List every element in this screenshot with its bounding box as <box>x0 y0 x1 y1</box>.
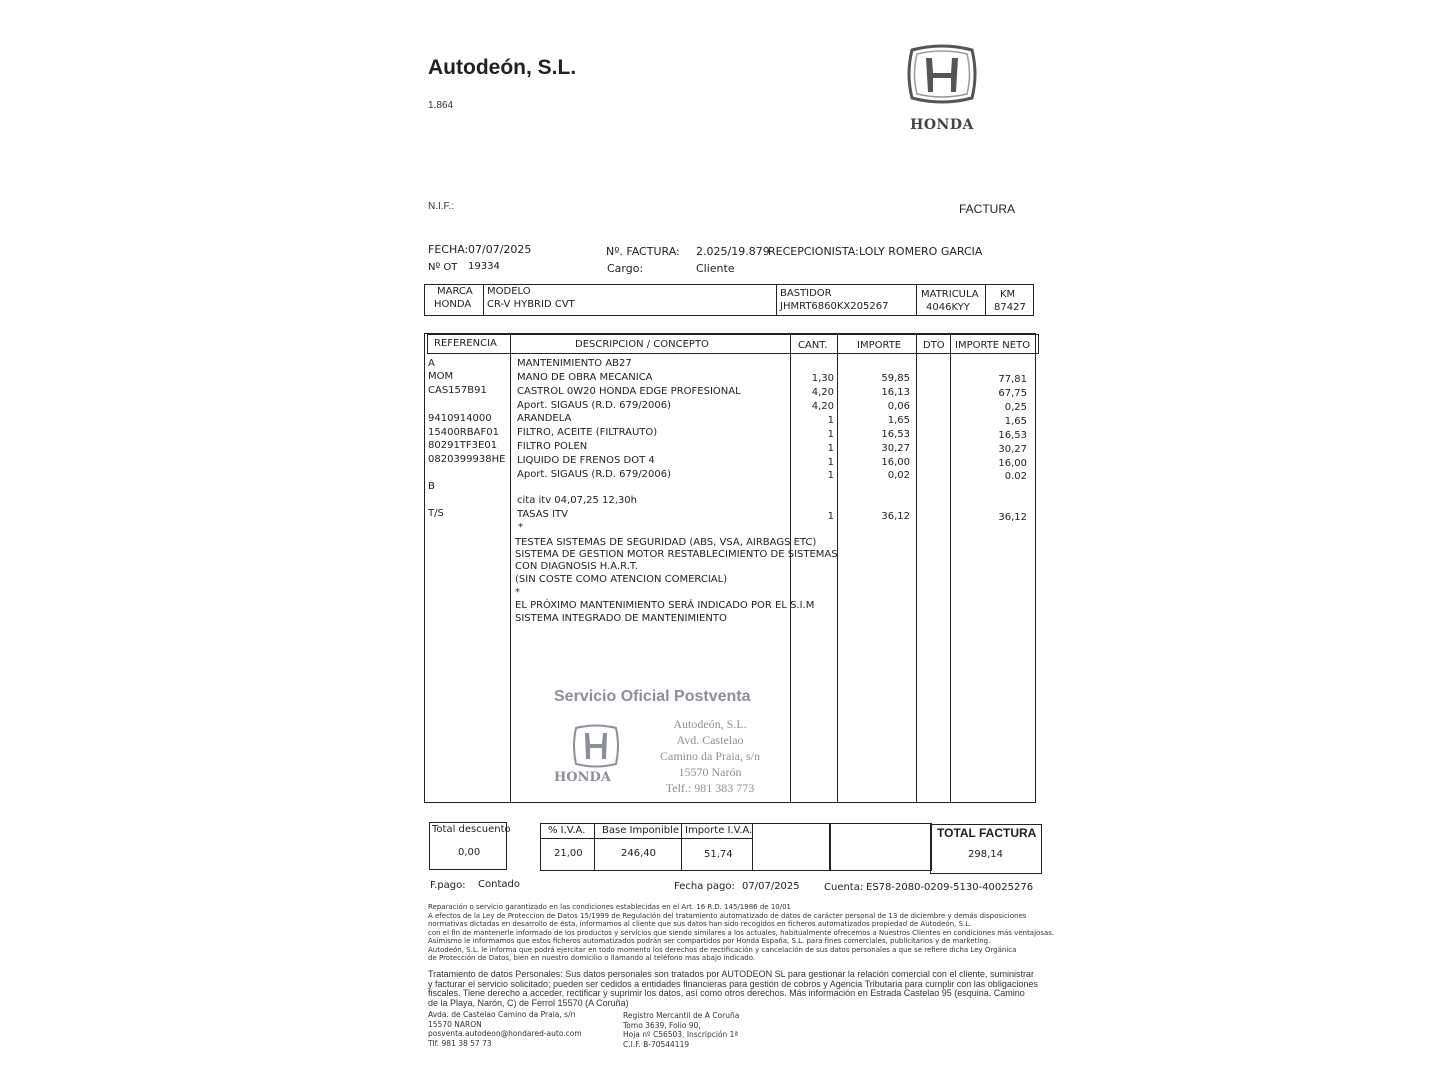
row-importe: 0,06 <box>887 401 910 412</box>
footer-address <box>428 1010 582 1048</box>
iva-pct-value: 21,00 <box>554 848 583 859</box>
col-referencia: REFERENCIA <box>434 338 497 349</box>
legal-line: con el fin de mantenerle informado de los productos y servicios que siendo similares a los actuales, habitualmente ofrecemos a Nuestros Clientes en condiciones más ventajosas. <box>428 928 1055 937</box>
col-importe: IMPORTE <box>857 340 902 351</box>
legal-line: Reparación o servicio garantizado en las condiciones establecidas en el Art. 16 R.D. 145/1986 de 10/01 <box>428 903 791 911</box>
row-ref: 80291TF3E01 <box>428 440 498 451</box>
bastidor-value: JHMRT6860KX205267 <box>780 301 889 312</box>
fpago-label: F.pago: <box>430 880 466 891</box>
nfactura-label: Nº. FACTURA: <box>606 245 680 258</box>
row-cant: 1,30 <box>811 373 834 384</box>
row-desc-tasas: TASAS ITV <box>517 509 568 520</box>
base-imponible-value: 246,40 <box>621 848 656 859</box>
registry-line: Tomo 3639, Folio 90, <box>623 1020 701 1030</box>
nif-label: N.I.F.: <box>428 201 455 212</box>
iva-pct-label: % I.V.A. <box>548 825 586 836</box>
row-desc: Aport. SIGAUS (R.D. 679/2006) <box>517 400 671 411</box>
registry-line: Hoja nº C56503, Inscripción 1ª <box>623 1030 738 1039</box>
bastidor-label: BASTIDOR <box>780 288 832 299</box>
row-desc: CASTROL 0W20 HONDA EDGE PROFESIONAL <box>517 386 741 397</box>
note-line: SISTEMA DE GESTION MOTOR RESTABLECIMIENTO DE SISTEMAS <box>515 549 838 560</box>
km-value: 87427 <box>994 302 1026 313</box>
row-ref: 15400RBAF01 <box>428 427 499 438</box>
row-cant: 1 <box>827 415 834 426</box>
row-neto: 1,65 <box>1004 416 1027 427</box>
row-ref: 0820399938HE <box>428 454 506 465</box>
total-descuento-label: Total descuento <box>432 824 511 835</box>
fecha-label: FECHA: <box>428 243 469 256</box>
col-importe-neto: IMPORTE NETO <box>955 340 1031 351</box>
note-line: SISTEMA INTEGRADO DE MANTENIMIENTO <box>515 613 727 624</box>
row-importe: 36,12 <box>881 511 910 522</box>
marca-value: HONDA <box>434 299 472 310</box>
data-protection-text <box>428 970 1038 1008</box>
note-line: * <box>515 587 520 598</box>
row-importe: 16,00 <box>881 457 910 468</box>
legal-line: Autodeón, S.L. le informa que podrá ejercitar en todo momento los derechos de rectificación y cancelación de sus datos personales a que se refiere dicha Ley Orgánica <box>428 945 1017 954</box>
total-descuento-value: 0,00 <box>458 847 481 858</box>
stamp-line: Autodeón, S.L. <box>673 717 747 731</box>
base-imponible-label: Base Imponible <box>602 825 680 836</box>
recepcionista-value: LOLY ROMERO GARCIA <box>859 245 983 258</box>
importe-iva-value: 51,74 <box>704 849 733 860</box>
row-cant: 1 <box>827 457 834 468</box>
importe-iva-label: Importe I.V.A. <box>685 825 753 836</box>
legal-line: fiscales. Tiene derecho a acceder, rectificar y suprimir los datos, así como otros derechos. Más información en Estrada Castelao 95 (esquina. Camino <box>428 988 1025 998</box>
honda-h-icon <box>896 44 988 106</box>
cargo-value: Cliente <box>696 262 735 275</box>
legal-line: A efectos de la Ley de Proteccion de Datos 15/1999 de Regulación del tratamiento automatizado de datos de carácter personal de 13 de diciembre y demás disposiciones <box>428 911 1027 920</box>
total-factura-value: 298,14 <box>968 849 1003 860</box>
empty-box <box>830 823 932 871</box>
legal-line: de Protección de Datos, bien en nuestro domicilio o llamando al teléfono mas abajo indicado. <box>428 954 756 962</box>
row-neto: 16,00 <box>998 458 1027 469</box>
row-cant: 1 <box>827 429 834 440</box>
row-desc: MANTENIMIENTO AB27 <box>517 358 632 369</box>
cuenta-value: ES78-2080-0209-5130-40025276 <box>866 882 1034 893</box>
row-desc: Aport. SIGAUS (R.D. 679/2006) <box>517 469 671 480</box>
note-line: (SIN COSTE COMO ATENCION COMERCIAL) <box>515 574 728 585</box>
legal-line: de la Playa, Narón, C) de Ferrol 15570 (A Coruña) <box>428 997 629 1008</box>
row-ref: A <box>428 358 435 369</box>
legal-line: Asimismo le informamos que estos ficheros automatizados podrán ser compartidos por Honda España, S.L. para fines comerciales, publicitarios y de marketing. <box>428 937 991 945</box>
col-dto: DTO <box>923 340 945 351</box>
fecha-value: 07/07/2025 <box>468 243 532 256</box>
fecha-pago-value: 07/07/2025 <box>742 881 800 892</box>
cuenta-label: Cuenta: <box>824 882 864 893</box>
note-line: * <box>518 522 523 533</box>
row-desc: FILTRO, ACEITE (FILTRAUTO) <box>517 427 658 438</box>
row-neto: 0.02 <box>1004 471 1027 482</box>
stamp-title: Servicio Oficial Postventa <box>554 688 751 705</box>
row-importe: 59,85 <box>881 373 910 384</box>
row-desc-cita: cita itv 04,07,25 12,30h <box>517 495 637 506</box>
nfactura-value: 2.025/19.879 <box>696 245 770 258</box>
row-desc: FILTRO POLEN <box>517 441 588 452</box>
row-desc: MANO DE OBRA MECANICA <box>517 372 653 383</box>
row-ref: MOM <box>428 371 454 382</box>
registry-line: C.I.F. B-70544119 <box>623 1039 690 1049</box>
legal-line: Tratamiento de datos Personales: Sus datos personales son tratados por AUTODEON SL para gestionar la relación comercial con el cliente, suministrar <box>428 969 1034 979</box>
stamp-line: Telf.: 981 383 773 <box>665 781 755 795</box>
items-table-header <box>427 334 1039 354</box>
row-importe: 16,13 <box>881 387 910 398</box>
legal-text <box>428 903 1055 963</box>
address-line: Avda. de Castelao Camino da Praia, s/n <box>428 1010 576 1019</box>
row-importe: 30,27 <box>881 443 910 454</box>
recepcionista-label: RECEPCIONISTA: <box>768 245 859 258</box>
row-cant: 4,20 <box>811 387 834 398</box>
stamp-line: Avd. Castelao <box>676 733 744 747</box>
cargo-label: Cargo: <box>607 262 644 275</box>
ot-label: Nº OT <box>428 262 458 273</box>
marca-label: MARCA <box>437 286 473 297</box>
row-cant: 4,20 <box>811 401 834 412</box>
footer-registry <box>623 1011 739 1049</box>
row-cant: 1 <box>827 511 834 522</box>
registry-line: Registro Mercantil de A Coruña <box>623 1011 740 1020</box>
row-ref: CAS157B91 <box>428 385 487 396</box>
row-ref-b: B <box>428 481 435 492</box>
address-line: posventa.autodeon@hondared-auto.com <box>428 1029 582 1038</box>
honda-logo <box>896 44 988 133</box>
company-code: 1.864 <box>428 100 454 111</box>
row-neto: 67,75 <box>998 388 1027 399</box>
company-name: Autodeón, S.L. <box>428 56 577 79</box>
modelo-value: CR-V HYBRID CVT <box>487 299 575 310</box>
fecha-pago-label: Fecha pago: <box>674 881 735 892</box>
row-neto: 30,27 <box>998 444 1027 455</box>
honda-wordmark: HONDA <box>910 117 974 133</box>
row-importe: 0,02 <box>887 470 910 481</box>
note-line: TESTEA SISTEMAS DE SEGURIDAD (ABS, VSA, AIRBAGS ETC) <box>515 537 817 548</box>
km-label: KM <box>1000 289 1016 300</box>
row-neto: 0,25 <box>1004 402 1027 413</box>
row-importe: 16,53 <box>881 429 910 440</box>
row-ref: 9410914000 <box>428 413 492 424</box>
matricula-label: MATRICULA <box>921 289 979 300</box>
stamp-line: Camino da Praia, s/n <box>660 749 760 763</box>
col-descripcion: DESCRIPCION / CONCEPTO <box>575 339 709 350</box>
stamp-address <box>645 716 775 796</box>
stamp-line: 15570 Narón <box>678 765 742 779</box>
total-factura-label: TOTAL FACTURA <box>937 826 1037 840</box>
legal-line: normativas dictadas en desarrollo de ésta, informamos al cliente que sus datos han sido recogidos en ficheros automatizados propiedad de Autodeón, S.L. <box>428 920 972 928</box>
col-cant: CANT. <box>798 340 828 351</box>
row-cant: 1 <box>827 470 834 481</box>
modelo-label: MODELO <box>487 286 531 297</box>
fpago-value: Contado <box>478 879 520 890</box>
stamp-brand: HONDA <box>554 770 611 785</box>
stamp-honda-icon <box>566 724 626 768</box>
row-desc: LIQUIDO DE FRENOS DOT 4 <box>517 455 655 466</box>
row-ref-ts: T/S <box>428 508 444 519</box>
ot-value: 19334 <box>468 261 500 272</box>
legal-line: y facturar el servicio solicitado; pueden ser cedidos a entidades financieras para gestión de cobros y Agencia Tributaria para cumplir con las obligaciones <box>428 978 1038 989</box>
row-neto: 16,53 <box>998 430 1027 441</box>
document-type: FACTURA <box>959 202 1016 216</box>
row-neto: 36,12 <box>998 512 1027 523</box>
address-line: Tlf. 981 38 57 73 <box>428 1038 492 1048</box>
matricula-value: 4046KYY <box>926 302 970 313</box>
note-line: EL PRÓXIMO MANTENIMIENTO SERÁ INDICADO POR EL S.I.M <box>515 600 815 611</box>
address-line: 15570 NARON <box>428 1019 482 1029</box>
row-importe: 1,65 <box>887 415 910 426</box>
row-desc: ARANDELA <box>517 413 572 424</box>
row-cant: 1 <box>827 443 834 454</box>
row-neto: 77,81 <box>998 374 1027 385</box>
note-line: CON DIAGNOSIS H.A.R.T. <box>515 561 638 572</box>
